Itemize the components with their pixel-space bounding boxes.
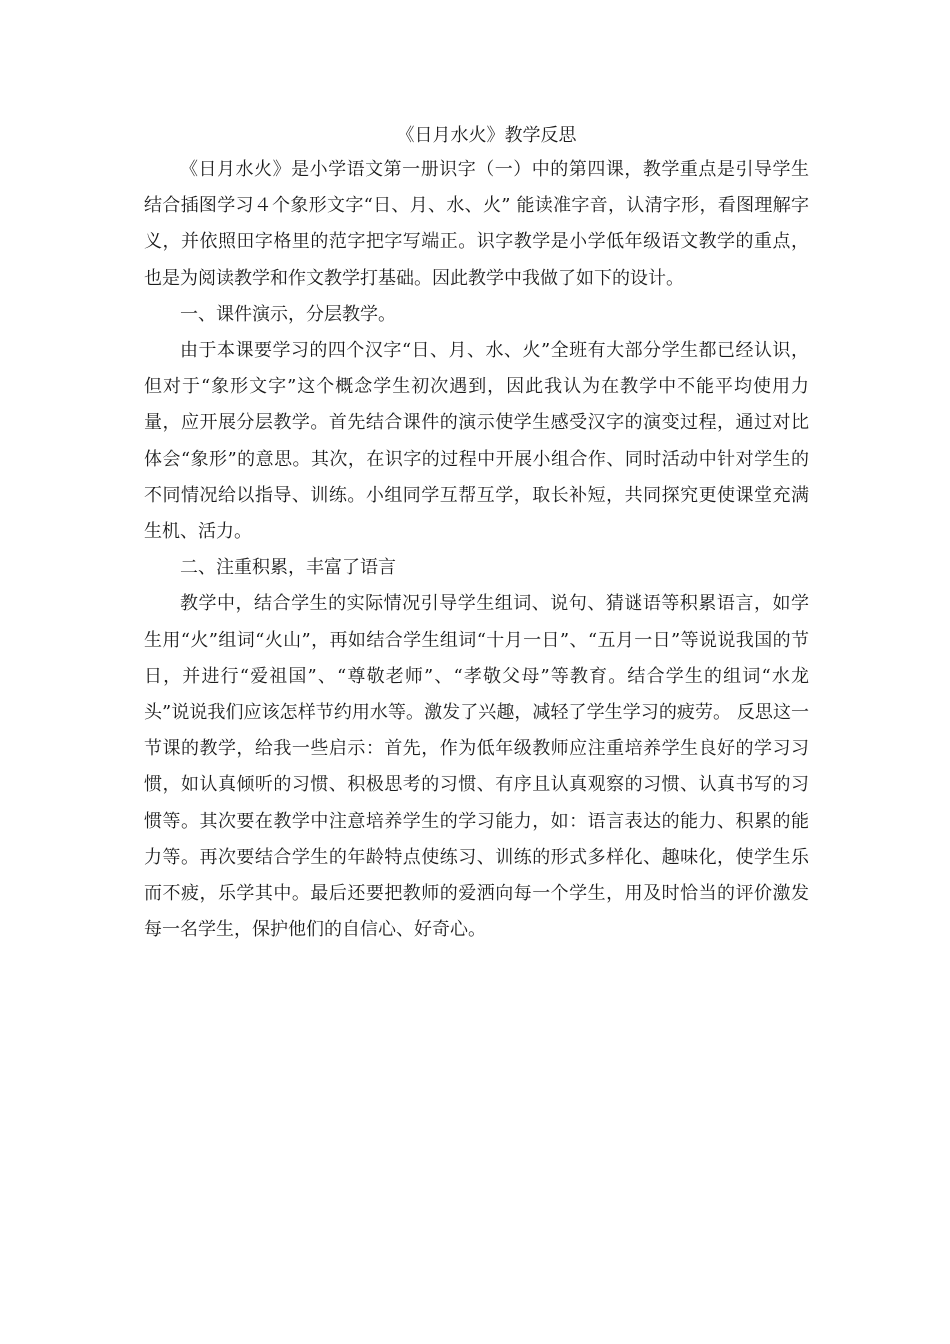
section-heading-2: 二、注重积累，丰富了语言 <box>180 557 396 579</box>
section-heading-1: 一、课件演示，分层教学。 <box>180 303 396 325</box>
document-title: 《日月水火》教学反思 <box>396 125 577 146</box>
section-1-paragraph: 由于本课要学习的四个汉字“日、月、水、火”全班有大部分学生都已经认识，但对于“象形文字”这个概念学生初次遇到，因此我认为在教学中不能平均使用力量，应开展分层教学。首先结合课件的演示使学生感受汉字的演变过程，通过对比体会“象形”的意思。其次，在识字的过程中开展小组合作、同时活动中针对学生的不同情况给以指导、训练。小组同学互帮互学，取长补短，共同探究更使课堂充满生机、活力。 <box>144 340 809 543</box>
section-2-paragraph: 教学中，结合学生的实际情况引导学生组词、说句、猜谜语等积累语言，如学生用“火”组词“火山”，再如结合学生组词“十月一日”、“五月一日”等说说我国的节日，并进行“爱祖国”、“尊敬老师”、“孝敬父母”等教育。结合学生的组词“水龙头”说说我们应该怎样节约用水等。激发了兴趣，减轻了学生学习的疲劳。 反思这一节课的教学，给我一些启示：首先，作为低年级教师应注重培养学生良好的学习习惯，如认真倾听的习惯、积极思考的习惯、有序且认真观察的习惯、认真书写的习惯等。其次要在教学中注意培养学生的学习能力，如：语言表达的能力、积累的能力等。再次要结合学生的年龄特点使练习、训练的形式多样化、趣味化，使学生乐而不疲，乐学其中。最后还要把教师的爱洒向每一个学生，用及时恰当的评价激发每一名学生，保护他们的自信心、好奇心。 <box>144 593 809 941</box>
intro-paragraph: 《日月水火》是小学语文第一册识字（一）中的第四课，教学重点是引导学生结合插图学习４个象形文字“日、月、水、火” 能读准字音，认清字形，看图理解字义，并依照田字格里的范字把字写端正。识字教学是小学低年级语文教学的重点，也是为阅读教学和作文教学打基础。因此教学中我做了如下的设计。 <box>144 159 809 289</box>
document-body <box>144 120 809 948</box>
